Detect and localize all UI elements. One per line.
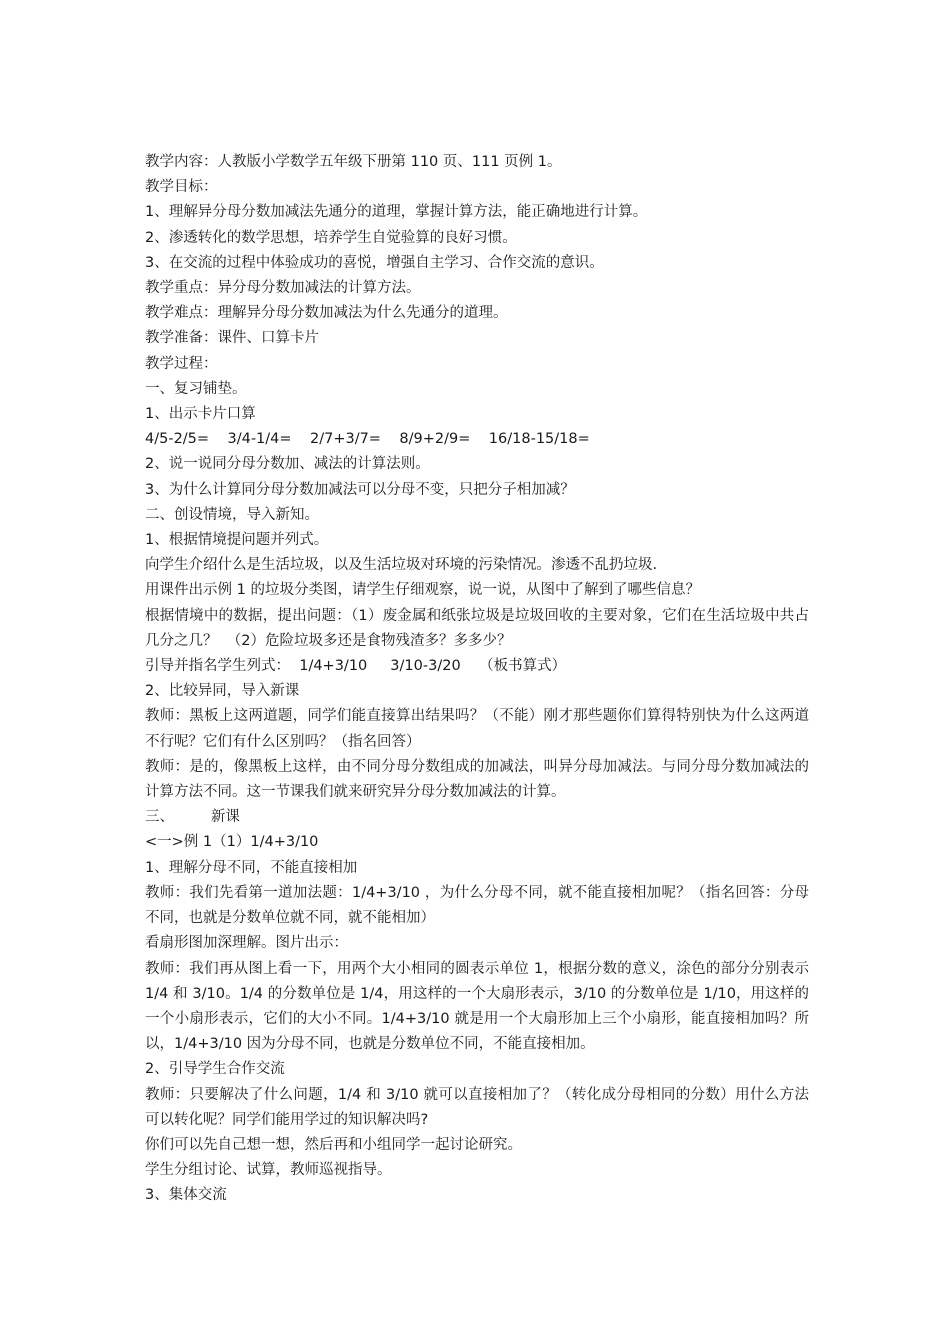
goal-1: 1、理解异分母分数加减法先通分的道理，掌握计算方法，能正确地进行计算。 [145, 204, 648, 221]
paragraph-teacher-3: 教师：我们先看第一道加法题：1/4+3/10 ，为什么分母不同，就不能直接相加呢？（指名回答：分母不同，也就是分数单位就不同，就不能相加） [145, 884, 809, 927]
difficulty-line: 教学难点：理解异分母分数加减法为什么先通分的道理。 [145, 305, 508, 322]
step-2-1: 1、根据情境提问题并列式。 [145, 532, 329, 549]
paragraph-courseware: 用课件出示例 1 的垃圾分类图，请学生仔细观察，说一说，从图中了解到了哪些信息？ [145, 582, 700, 599]
paragraph-sector-chart: 看扇形图加深理解。图片出示： [145, 935, 348, 952]
paragraph-formula: 引导并指名学生列式： 1/4+3/10 3/10-3/20 （板书算式） [145, 658, 567, 675]
section-2-heading: 二、创设情境，导入新知。 [145, 506, 319, 523]
paragraph-teacher-4: 教师：我们再从图上看一下，用两个大小相同的圆表示单位 1，根据分数的意义，涂色的部分分别表示 1/4 和 3/10。1/4 的分数单位是 1/4，用这样的一个大扇形表示，3/10 的分数单位是 1/10，用这样的一个小扇形表示，它们的大小不同。1/4+3/10 就是用一个大扇形加上三个小扇形，能直接相加吗？所以，1/4+3/10 因为分母不同，也就是分数单位不同，不能直接相加。 [145, 960, 814, 1053]
step-3-2: 2、引导学生合作交流 [145, 1061, 285, 1078]
paragraph-questions: 根据情境中的数据，提出问题：（1）废金属和纸张垃圾是垃圾回收的主要对象，它们在生活垃圾中共占几分之几？ （2）危险垃圾多还是食物残渣多？多多少？ [145, 607, 809, 649]
goal-3: 3、在交流的过程中体验成功的喜悦，增强自主学习、合作交流的意识。 [145, 254, 604, 271]
paragraph-teacher-1: 教师：黑板上这两道题，同学们能直接算出结果吗？（不能）刚才那些题你们算得特别快为什么这两道不行呢？它们有什么区别吗？（指名回答） [145, 708, 809, 750]
goal-2: 2、渗透转化的数学思想，培养学生自觉验算的良好习惯。 [145, 229, 517, 246]
step-1-1: 1、出示卡片口算 [145, 406, 256, 423]
section-3-heading: 三、 新课 [145, 809, 240, 826]
step-2-2: 2、比较异同，导入新课 [145, 683, 300, 700]
paragraph-garbage-intro: 向学生介绍什么是生活垃圾，以及生活垃圾对环境的污染情况。渗透不乱扔垃圾. [145, 557, 658, 574]
paragraph-teacher-5: 教师：只要解决了什么问题，1/4 和 3/10 就可以直接相加了？（转化成分母相同的分数）用什么方法可以转化呢？同学们能用学过的知识解决吗? [145, 1086, 809, 1128]
process-heading: 教学过程： [145, 355, 218, 372]
paragraph-think-first: 你们可以先自己想一想，然后再和小组同学一起讨论研究。 [145, 1136, 522, 1153]
key-point-line: 教学重点：异分母分数加减法的计算方法。 [145, 280, 421, 297]
step-1-3: 3、为什么计算同分母分数加减法可以分母不变，只把分子相加减？ [145, 481, 575, 498]
paragraph-teacher-2: 教师：是的，像黑板上这样，由不同分母分数组成的加减法，叫异分母加减法。与同分母分数加减法的计算方法不同。这一节课我们就来研究异分母分数加减法的计算。 [145, 758, 809, 801]
step-3-1: 1、理解分母不同，不能直接相加 [145, 859, 358, 876]
document-body [145, 150, 814, 1209]
teaching-goals-heading: 教学目标： [145, 179, 218, 196]
example-1-heading: <一>例 1（1）1/4+3/10 [145, 834, 319, 851]
oral-calc-line: 4/5-2/5= 3/4-1/4= 2/7+3/7= 8/9+2/9= 16/18-15/18= [145, 431, 590, 448]
paragraph-group-discussion: 学生分组讨论、试算，教师巡视指导。 [145, 1162, 392, 1179]
step-3-3: 3、集体交流 [145, 1187, 227, 1204]
step-1-2: 2、说一说同分母分数加、减法的计算法则。 [145, 456, 430, 473]
section-1-heading: 一、复习铺垫。 [145, 380, 247, 397]
teaching-content-line: 教学内容：人教版小学数学五年级下册第 110 页、111 页例 1。 [145, 154, 562, 170]
preparation-line: 教学准备：课件、口算卡片 [145, 330, 319, 347]
